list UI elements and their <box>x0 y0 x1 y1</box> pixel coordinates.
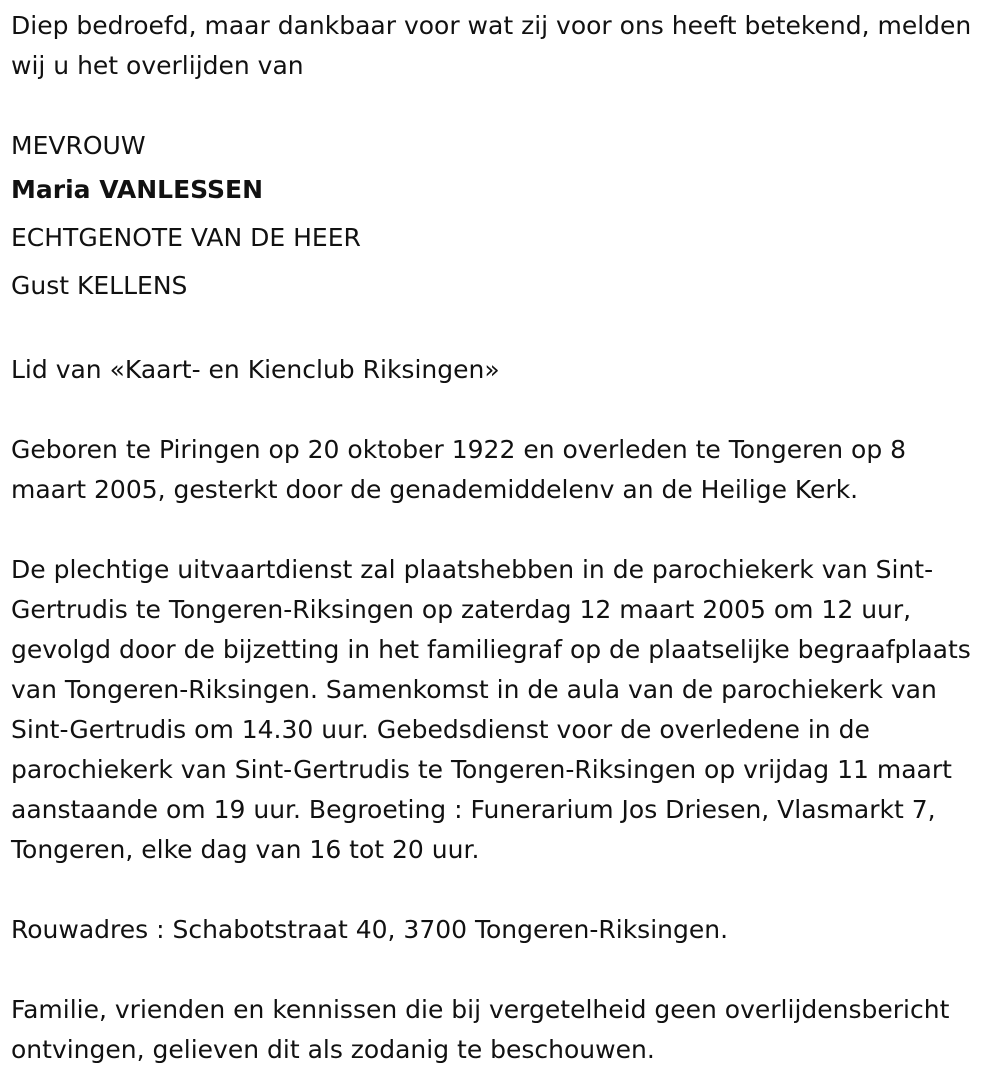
obituary-notice <box>11 6 986 1070</box>
membership-line: Lid van «Kaart- en Kienclub Riksingen» <box>11 355 500 384</box>
spacer <box>11 510 986 550</box>
birth-death-paragraph: Geboren te Piringen op 20 oktober 1922 en overleden te Tongeren op 8 maart 2005, gesterkt door de genademiddelenv an de Heilige Kerk. <box>11 435 907 504</box>
spacer <box>11 310 986 350</box>
spacer <box>11 950 986 990</box>
ceremony-paragraph: De plechtige uitvaartdienst zal plaatshebben in de parochiekerk van Sint-Gertrudis te Tongeren-Riksingen op zaterdag 12 maart 2005 om 12 uur, gevolgd door de bijzetting in het familiegraf op de plaatselijke begraafplaats van Tongeren-Riksingen. Samenkomst in de aula van de parochiekerk van Sint-Gertrudis om 14.30 uur. Gebedsdienst voor de overledene in de parochiekerk van Sint-Gertrudis te Tongeren-Riksingen op vrijdag 11 maart aanstaande om 19 uur. Begroeting : Funerarium Jos Driesen, Vlasmarkt 7, Tongeren, elke dag van 16 tot 20 uur. <box>11 555 971 864</box>
deceased-name-block <box>11 126 986 310</box>
spacer <box>11 870 986 910</box>
intro-paragraph: Diep bedroefd, maar dankbaar voor wat zij voor ons heeft betekend, melden wij u het overlijden van <box>11 11 972 80</box>
spacer <box>11 86 986 126</box>
closing-paragraph: Familie, vrienden en kennissen die bij vergetelheid geen overlijdensbericht ontvingen, gelieven dit als zodanig te beschouwen. <box>11 995 950 1064</box>
relation-line: ECHTGENOTE VAN DE HEER <box>11 223 361 252</box>
honorific-title: MEVROUW <box>11 131 146 160</box>
spacer <box>11 390 986 430</box>
deceased-name: Maria VANLESSEN <box>11 175 264 204</box>
spouse-name: Gust KELLENS <box>11 271 188 300</box>
mourning-address: Rouwadres : Schabotstraat 40, 3700 Tongeren-Riksingen. <box>11 915 729 944</box>
